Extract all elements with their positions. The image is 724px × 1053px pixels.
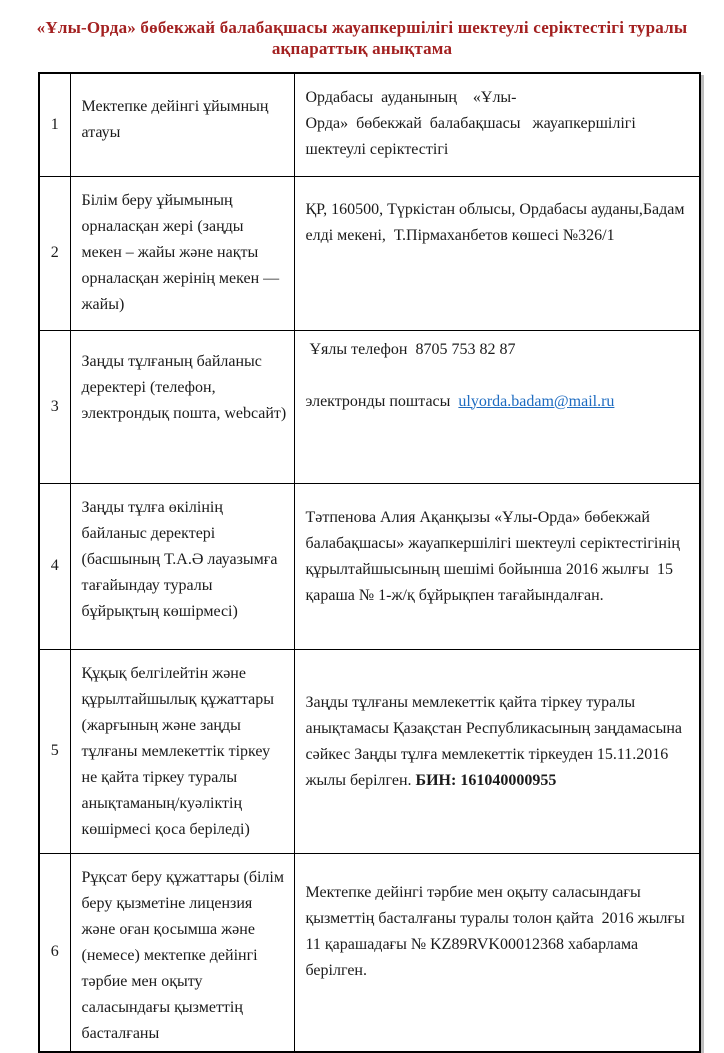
row-number-cell: 2 bbox=[39, 176, 70, 330]
content-paragraph bbox=[306, 880, 690, 984]
row-label-cell bbox=[70, 483, 294, 649]
row-label-text: Заңды тұлғаның байланыс деректері (телефон, электрондық пошта, webсайт) bbox=[81, 352, 287, 422]
row-content-cell bbox=[294, 649, 700, 853]
text-segment: электронды поштасы bbox=[305, 392, 459, 410]
content-paragraph bbox=[306, 363, 690, 389]
table-row bbox=[39, 649, 700, 853]
content-paragraph bbox=[306, 197, 690, 249]
row-content-cell bbox=[294, 853, 700, 1052]
info-table-body bbox=[39, 73, 700, 1052]
table-row bbox=[39, 330, 700, 483]
row-content-cell bbox=[294, 176, 700, 330]
content-paragraph bbox=[306, 690, 690, 794]
title-line: ақпараттық анықтама bbox=[271, 39, 453, 58]
row-number-cell: 3 bbox=[39, 330, 70, 483]
content-paragraph bbox=[306, 505, 690, 609]
content-paragraph bbox=[306, 111, 690, 163]
table-row bbox=[39, 853, 700, 1052]
table-row bbox=[39, 176, 700, 330]
row-number-cell: 6 bbox=[39, 853, 70, 1052]
row-number-cell: 5 bbox=[39, 649, 70, 853]
row-label-cell bbox=[70, 853, 294, 1052]
table-row bbox=[39, 73, 700, 176]
email-link[interactable]: ulyorda.badam@mail.ru bbox=[458, 392, 615, 410]
row-content-cell bbox=[294, 483, 700, 649]
row-label-cell bbox=[70, 176, 294, 330]
text-segment: Орда» бөбекжай балабақшасы жауапкершілігі шектеулі серіктестігі bbox=[305, 115, 640, 158]
content-paragraph bbox=[306, 85, 690, 111]
text-segment: Заңды тұлғаны мемлекеттік қайта тіркеу туралы анықтамасы Қазақстан Республикасының заңдамасына сәйкес Заңды тұлға мемлекеттік тіркеуден 15.11.2016 жылы берілген. bbox=[305, 693, 687, 789]
row-number-cell: 4 bbox=[39, 483, 70, 649]
row-label-cell bbox=[70, 73, 294, 176]
title-line: «Ұлы-Орда» бөбекжай балабақшасы жауапкершілігі шектеулі серіктестігі туралы bbox=[36, 18, 688, 37]
row-label-cell bbox=[70, 330, 294, 483]
row-label-text: Мектепке дейінгі ұйымның атауы bbox=[81, 98, 273, 141]
content-paragraph bbox=[306, 337, 690, 363]
content-paragraph bbox=[306, 389, 690, 415]
document-title bbox=[12, 17, 712, 59]
emphasized-text: БИН: 161040000955 bbox=[415, 771, 557, 789]
row-label-text: Құқық белгілейтін және құрылтайшылық құжаттары (жарғының және заңды тұлғаны мемлекеттік тіркеу не қайта тіркеу туралы анықтаманың/куәліктің көшірмесі қоса беріледі) bbox=[81, 664, 278, 838]
info-table bbox=[38, 72, 701, 1053]
row-label-text: Рұқсат беру құжаттары (білім беру қызметіне лицензия және оған қосымша және (немесе) мектепке дейінгі тәрбие мен оқыту саласындағы қызметтің басталғаны bbox=[81, 868, 288, 1042]
row-label-cell bbox=[70, 649, 294, 853]
text-segment: Мектепке дейінгі тәрбие мен оқыту саласындағы қызметтің басталғаны туралы толон қайта 2016 жылғы 11 қарашадағы № KZ89RVK00012368 хабарлама берілген. bbox=[305, 883, 689, 979]
text-segment: Ордабасы ауданының «Ұлы- bbox=[305, 89, 517, 106]
row-label-text: Заңды тұлға өкілінің байланыс деректері (басшының Т.А.Ә лауазымға тағайындау туралы бұйрықтың көшірмесі) bbox=[81, 498, 282, 620]
text-segment: ҚР, 160500, Түркістан облысы, Ордабасы ауданы,Бадам елді мекені, Т.Пірмаханбетов көшесі №326/1 bbox=[305, 200, 689, 244]
row-content-cell bbox=[294, 330, 700, 483]
row-number-cell: 1 bbox=[39, 73, 70, 176]
row-label-text: Білім беру ұйымының орналасқан жері (заңды мекен – жайы және нақты орналасқан жерінің мекен — жайы) bbox=[81, 191, 284, 313]
text-segment: Ұялы телефон 8705 753 82 87 bbox=[305, 340, 516, 358]
row-content-cell bbox=[294, 73, 700, 176]
document-page bbox=[0, 17, 724, 1041]
text-segment: Тәтпенова Алия Ақанқызы «Ұлы-Орда» бөбекжай балабақшасы» жауапкершілігі шектеулі серіктестігінің құрылтайшысының шешімі бойынша 2016 жылғы 15 қараша № 1-ж/қ бұйрықпен тағайындалған. bbox=[305, 508, 684, 604]
table-row bbox=[39, 483, 700, 649]
